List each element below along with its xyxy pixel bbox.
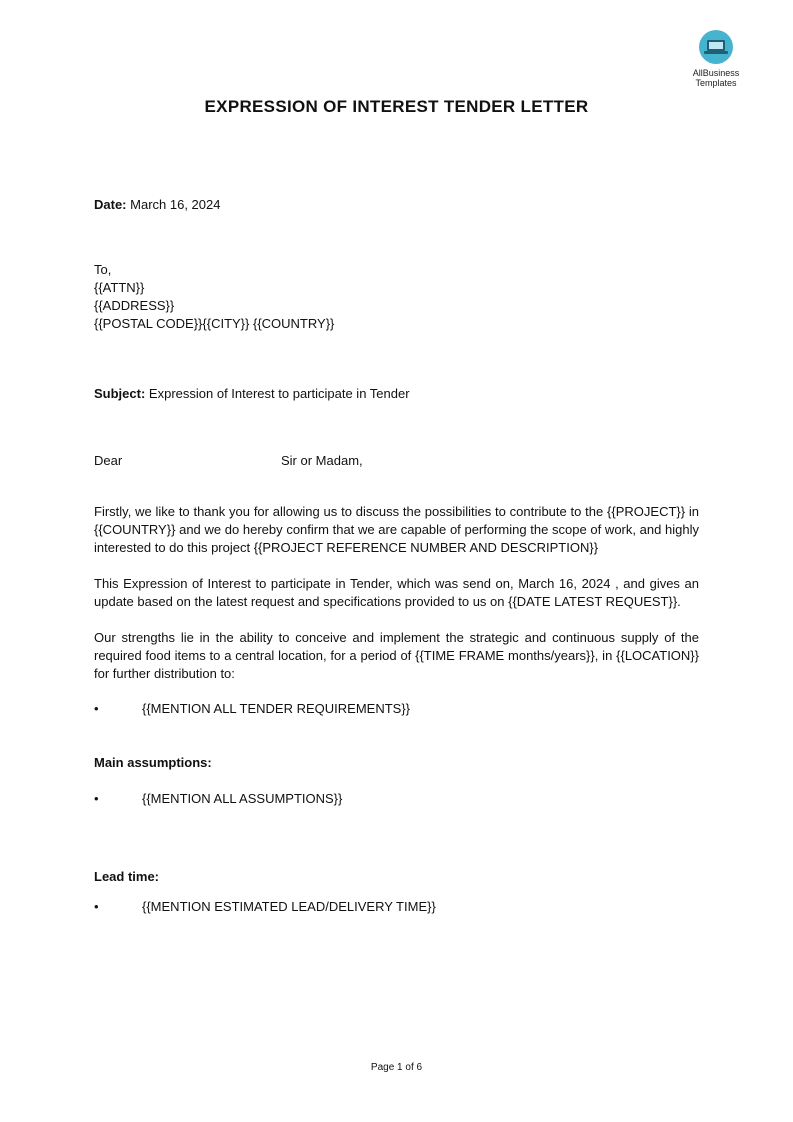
bullet-tender-requirements: {{MENTION ALL TENDER REQUIREMENTS}} (142, 701, 411, 716)
paragraph-strengths: Our strengths lie in the ability to conceive and implement the strategic and continuous supply of the required food items to a central location, for a period of {{TIME FRAME months/years}}, in {{LOCATION}} for further distribution to: (94, 630, 699, 681)
heading-lead-time: Lead time: (94, 869, 160, 884)
subject-label: Subject: (94, 386, 146, 401)
logo-text: AllBusiness Templates (692, 68, 740, 88)
bullet-marker: • (94, 791, 99, 806)
bullet-lead-time: {{MENTION ESTIMATED LEAD/DELIVERY TIME}} (142, 899, 436, 914)
address-street: {{ADDRESS}} (94, 298, 175, 313)
paragraph-update: This Expression of Interest to participate in Tender, which was send on, March 16, 2024 , and gives an update based on the latest request and specifications provided to us on {{DATE LATEST REQUEST}}. (94, 576, 699, 609)
date-value: March 16, 2024 (130, 197, 221, 212)
bullet-marker: • (94, 701, 99, 716)
subject-value: Expression of Interest to participate in Tender (148, 386, 410, 401)
date-label: Date: (94, 197, 127, 212)
bullet-assumptions: {{MENTION ALL ASSUMPTIONS}} (142, 791, 343, 806)
date-line (94, 196, 220, 214)
address-city-line: {{POSTAL CODE}}{{CITY}} {{COUNTRY}} (94, 316, 335, 331)
allbusiness-templates-logo (686, 30, 746, 88)
document-title: EXPRESSION OF INTEREST TENDER LETTER (204, 97, 589, 116)
salutation-dear: Dear (94, 453, 123, 468)
page-number: Page 1 of 6 (370, 1062, 423, 1073)
heading-main-assumptions: Main assumptions: (94, 755, 212, 770)
paragraph-intro: Firstly, we like to thank you for allowing us to discuss the possibilities to contribute to the {{PROJECT}} in {{COUNTRY}} and we do hereby confirm that we are capable of performing the scope of work, and highly interested to do this project {{PROJECT REFERENCE NUMBER AND DESCRIPTION}} (94, 504, 699, 555)
laptop-icon (699, 30, 733, 64)
bullet-marker: • (94, 899, 99, 914)
salutation-recipient: Sir or Madam, (281, 453, 363, 468)
address-attn: {{ATTN}} (94, 280, 145, 295)
address-to: To, (94, 262, 112, 277)
subject-line (94, 385, 410, 403)
address-block (94, 261, 334, 333)
